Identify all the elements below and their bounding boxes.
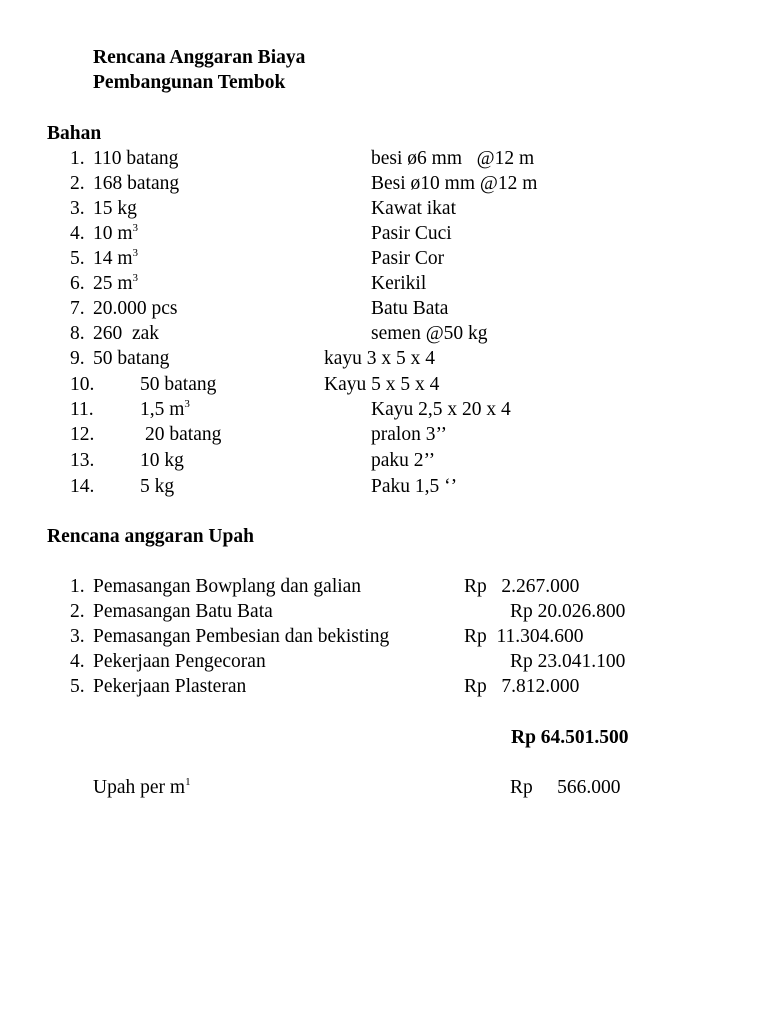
labor-number: 3. bbox=[70, 626, 85, 647]
material-quantity: 20 batang bbox=[145, 424, 222, 445]
material-quantity: 50 batang bbox=[93, 348, 170, 369]
labor-number: 4. bbox=[70, 651, 85, 672]
material-quantity: 10 $m^3$ bbox=[93, 222, 139, 244]
material-quantity: 110 batang bbox=[93, 148, 179, 169]
material-number: 8. bbox=[70, 323, 85, 344]
material-number: 7. bbox=[70, 298, 85, 319]
material-number: 6. bbox=[70, 273, 85, 294]
material-quantity: 260 zak bbox=[93, 323, 160, 344]
material-quantity: 168 batang bbox=[93, 173, 180, 194]
materials-heading: Bahan bbox=[47, 123, 102, 144]
labor-amount: Rp 2.267.000 bbox=[464, 576, 580, 597]
doc-title-line2: Pembangunan Tembok bbox=[93, 72, 286, 93]
labor-description: Pemasangan Batu Bata bbox=[93, 601, 273, 622]
material-description: Kawat ikat bbox=[371, 198, 457, 219]
unit-superscript: 3 bbox=[132, 222, 139, 234]
labor-number: 1. bbox=[70, 576, 85, 597]
unit-superscript: 3 bbox=[132, 272, 139, 284]
labor-per-unit-amount: Rp 566.000 bbox=[510, 777, 621, 798]
material-quantity: 15 kg bbox=[93, 198, 137, 219]
labor-amount: Rp 7.812.000 bbox=[464, 676, 580, 697]
labor-description: Pekerjaan Pengecoran bbox=[93, 651, 266, 672]
material-number: 10. bbox=[70, 374, 95, 395]
material-description: Besi ø10 mm @12 m bbox=[371, 173, 538, 194]
material-description: Batu Bata bbox=[371, 298, 449, 319]
material-description: paku 2’’ bbox=[371, 450, 436, 471]
material-description: Paku 1,5 ‘’ bbox=[371, 476, 458, 497]
labor-description: Pekerjaan Plasteran bbox=[93, 676, 247, 697]
material-description: Kayu 2,5 x 20 x 4 bbox=[371, 399, 511, 420]
material-number: 1. bbox=[70, 148, 85, 169]
labor-number: 2. bbox=[70, 601, 85, 622]
material-number: 14. bbox=[70, 476, 95, 497]
unit-superscript: 3 bbox=[184, 398, 190, 410]
material-description: Kayu 5 x 5 x 4 bbox=[324, 374, 440, 395]
material-number: 11. bbox=[70, 399, 94, 420]
material-quantity: 50 batang bbox=[140, 374, 217, 395]
material-number: 2. bbox=[70, 173, 85, 194]
material-description: Pasir Cor bbox=[371, 248, 445, 269]
unit-superscript: 3 bbox=[132, 247, 139, 259]
labor-amount: Rp 20.026.800 bbox=[510, 601, 626, 622]
labor-amount: Rp 11.304.600 bbox=[464, 626, 584, 647]
material-description: kayu 3 x 5 x 4 bbox=[324, 348, 436, 369]
labor-amount: Rp 23.041.100 bbox=[510, 651, 626, 672]
labor-per-unit-label: Upah per $m^1$ bbox=[93, 776, 191, 798]
material-number: 3. bbox=[70, 198, 85, 219]
labor-total: Rp 64.501.500 bbox=[511, 727, 629, 748]
material-description: pralon 3’’ bbox=[371, 424, 447, 445]
material-description: Kerikil bbox=[371, 273, 427, 294]
material-number: 5. bbox=[70, 248, 85, 269]
material-description: Pasir Cuci bbox=[371, 223, 452, 244]
material-number: 12. bbox=[70, 424, 95, 445]
material-number: 13. bbox=[70, 450, 95, 471]
material-quantity: 5 kg bbox=[140, 476, 175, 497]
unit-superscript: 1 bbox=[185, 776, 191, 788]
labor-heading: Rencana anggaran Upah bbox=[47, 526, 254, 547]
material-quantity: 25 $m^3$ bbox=[93, 272, 139, 294]
labor-description: Pemasangan Bowplang dan galian bbox=[93, 576, 362, 597]
material-quantity: 14 $m^3$ bbox=[93, 247, 139, 269]
material-quantity: 10 kg bbox=[140, 450, 184, 471]
material-description: semen @50 kg bbox=[371, 323, 488, 344]
labor-number: 5. bbox=[70, 676, 85, 697]
doc-title-line1: Rencana Anggaran Biaya bbox=[93, 47, 306, 68]
material-quantity: 20.000 pcs bbox=[93, 298, 178, 319]
material-number: 4. bbox=[70, 223, 85, 244]
labor-description: Pemasangan Pembesian dan bekisting bbox=[93, 626, 390, 647]
material-number: 9. bbox=[70, 348, 85, 369]
material-description: besi ø6 mm @12 m bbox=[371, 148, 535, 169]
material-quantity: 1,5 $m^3$ bbox=[140, 398, 190, 420]
